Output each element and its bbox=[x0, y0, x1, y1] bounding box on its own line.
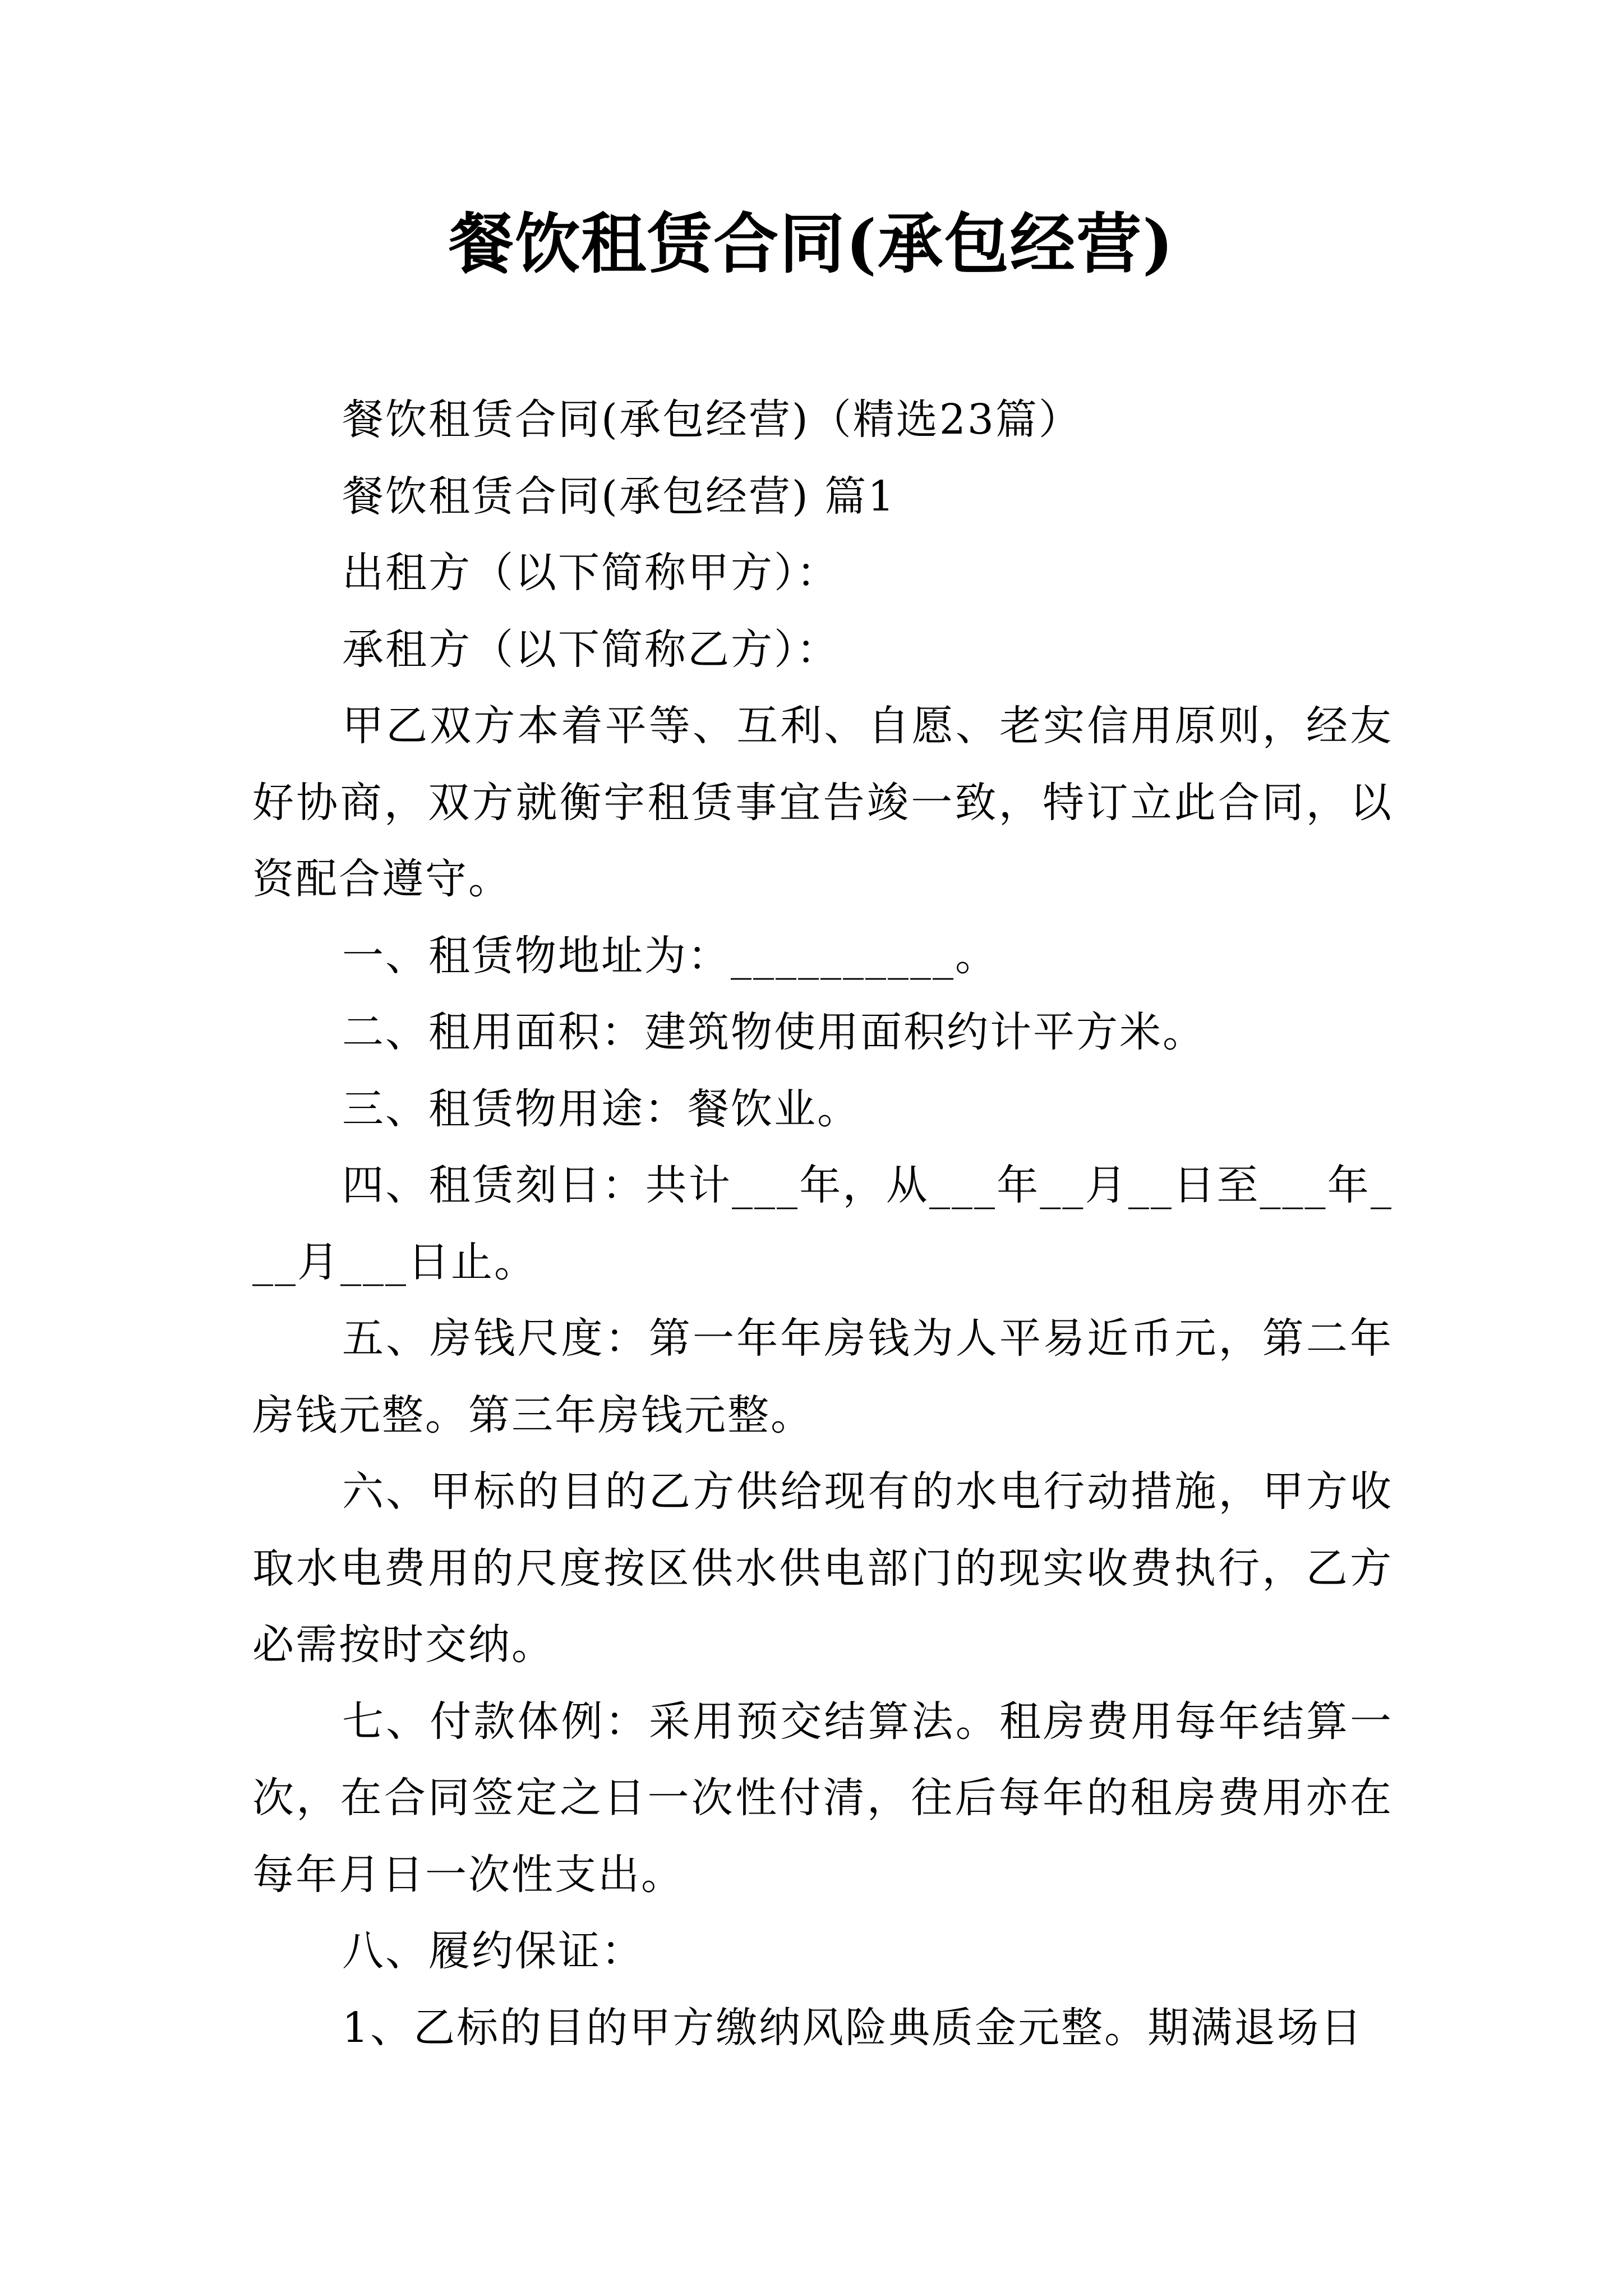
clause-address: 一、租赁物地址为：__________。 bbox=[342, 931, 998, 980]
paragraph-part-heading: 餐饮租赁合同(承包经营) 篇1 bbox=[342, 472, 896, 521]
clause-payment: 七、付款体例：采用预交结算法。租房费用每年结算一次，在合同签定之日一次性付清，往后每年的租房费用亦在每年月日一次性支出。 bbox=[252, 1697, 1393, 1899]
clause-guarantee: 八、履约保证： bbox=[342, 1927, 644, 1975]
clause-rent: 五、房钱尺度：第一年年房钱为人平易近币元，第二年房钱元整。第三年房钱元整。 bbox=[252, 1314, 1393, 1439]
paragraph-lessee: 承租方（以下简称乙方）： bbox=[342, 625, 840, 674]
document-title: 餐饮租赁合同(承包经营) bbox=[449, 206, 1174, 282]
paragraph-preamble: 甲乙双方本着平等、互利、自愿、老实信用原则，经友好协商，双方就衡宇租赁事宜告竣一致，特订立此合同，以资配合遵守。 bbox=[252, 702, 1393, 903]
clause-term: 四、租赁刻日：共计___年，从___年__月__日至___年___月___日止。 bbox=[252, 1161, 1393, 1286]
clause-guarantee-item-1: 1、乙标的目的甲方缴纳风险典质金元整。期满退场日 bbox=[342, 2003, 1364, 2052]
paragraph-lessor: 出租方（以下简称甲方）： bbox=[342, 549, 840, 597]
clause-utilities: 六、甲标的目的乙方供给现有的水电行动措施，甲方收取水电费用的尺度按区供水供电部门的现实收费执行，乙方必需按时交纳。 bbox=[252, 1467, 1393, 1669]
document-body bbox=[252, 381, 1393, 2066]
clause-purpose: 三、租赁物用途：餐饮业。 bbox=[342, 1084, 860, 1133]
clause-area: 二、租用面积：建筑物使用面积约计平方米。 bbox=[342, 1008, 1206, 1056]
paragraph-subtitle: 餐饮租赁合同(承包经营)（精选23篇） bbox=[342, 395, 1082, 444]
